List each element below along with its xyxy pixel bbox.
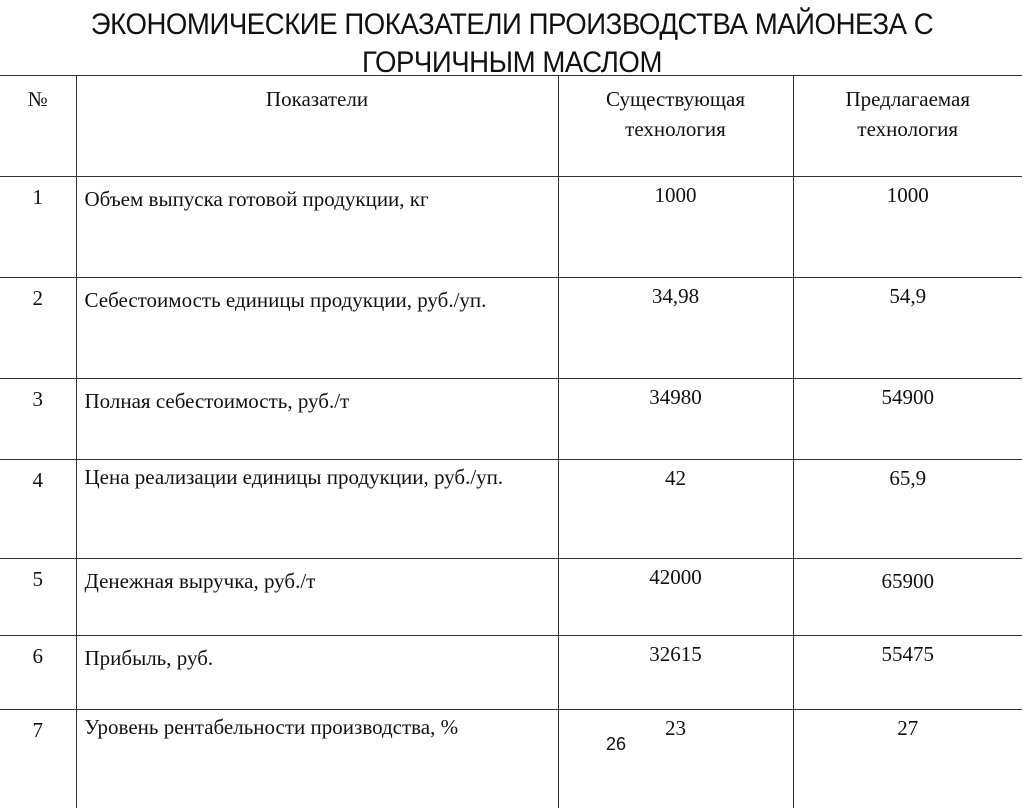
row-indicator: Прибыль, руб. <box>76 636 558 710</box>
row-existing-value: 42000 <box>558 559 793 636</box>
header-proposed-line2: технология <box>857 117 958 141</box>
table-header-row <box>0 76 1022 177</box>
header-existing-technology <box>558 76 793 177</box>
header-num: № <box>0 76 76 177</box>
row-num: 2 <box>0 278 76 379</box>
row-existing-value: 1000 <box>558 177 793 278</box>
row-num: 6 <box>0 636 76 710</box>
table-row <box>0 636 1022 710</box>
row-proposed-value: 54900 <box>793 379 1022 460</box>
table-row <box>0 177 1022 278</box>
row-num: 1 <box>0 177 76 278</box>
row-proposed-value: 55475 <box>793 636 1022 710</box>
row-proposed-value: 65,9 <box>793 460 1022 559</box>
row-num: 7 <box>0 710 76 808</box>
row-existing-value: 34980 <box>558 379 793 460</box>
header-proposed-line1: Предлагаемая <box>845 87 970 111</box>
header-proposed-technology <box>793 76 1022 177</box>
row-existing-value: 42 <box>558 460 793 559</box>
page-number: 26 <box>596 734 636 755</box>
table-row <box>0 559 1022 636</box>
row-indicator: Себестоимость единицы продукции, руб./уп. <box>76 278 558 379</box>
row-existing-value: 23 <box>558 710 793 808</box>
row-existing-value: 34,98 <box>558 278 793 379</box>
row-existing-value: 32615 <box>558 636 793 710</box>
row-proposed-value: 1000 <box>793 177 1022 278</box>
row-indicator: Денежная выручка, руб./т <box>76 559 558 636</box>
row-indicator: Уровень рентабельности производства, % <box>76 710 558 808</box>
table-row <box>0 379 1022 460</box>
row-num: 4 <box>0 460 76 559</box>
row-indicator: Полная себестоимость, руб./т <box>76 379 558 460</box>
row-proposed-value: 65900 <box>793 559 1022 636</box>
row-num: 3 <box>0 379 76 460</box>
row-proposed-value: 27 <box>793 710 1022 808</box>
row-indicator: Цена реализации единицы продукции, руб./уп. <box>76 460 558 559</box>
header-existing-line2: технология <box>625 117 726 141</box>
row-indicator: Объем выпуска готовой продукции, кг <box>76 177 558 278</box>
table-row <box>0 710 1022 808</box>
slide-title: ЭКОНОМИЧЕСКИЕ ПОКАЗАТЕЛИ ПРОИЗВОДСТВА МАЙОНЕЗА С ГОРЧИЧНЫМ МАСЛОМ <box>41 6 983 82</box>
table-row <box>0 460 1022 559</box>
row-num: 5 <box>0 559 76 636</box>
header-indicator: Показатели <box>76 76 558 177</box>
row-proposed-value: 54,9 <box>793 278 1022 379</box>
header-existing-line1: Существующая <box>606 87 745 111</box>
table-row <box>0 278 1022 379</box>
economic-indicators-table <box>0 75 1022 808</box>
